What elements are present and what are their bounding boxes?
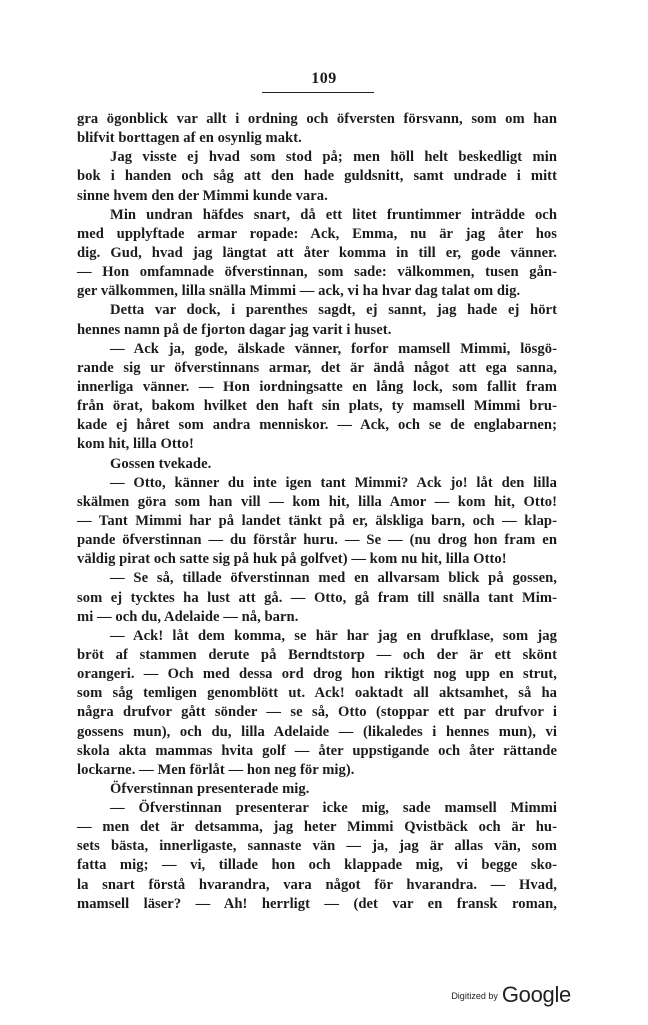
text-line: hennes namn på de fjorton dagar jag varit i huset. — [77, 321, 392, 338]
text-line: med upplyftade armar ropade: Ack, Emma, nu är jag åter hos — [77, 225, 557, 242]
text-line: — Otto, känner du inte igen tant Mimmi? Ack jo! låt den lilla — [110, 474, 557, 491]
text-line: — Öfverstinnan presenterar icke mig, sade mamsell Mimmi — [110, 800, 557, 817]
text-line: Gossen tvekade. — [110, 455, 212, 472]
text-line: några drufvor gått sönder — se så, Otto (stoppar ett par drufvor i — [77, 704, 557, 721]
text-line: — Ack ja, gode, älskade vänner, forfor mamsell Mimmi, lösgö- — [110, 340, 557, 357]
page-number: 109 — [311, 70, 337, 87]
text-line: innerliga vänner. — Hon iordningsatte en lång lock, som fallit fram — [77, 378, 557, 395]
text-line: mi — och du, Adelaide — nå, barn. — [77, 608, 299, 625]
text-line: mamsell läser? — Ah! herrligt — (det var en fransk roman, — [77, 895, 557, 912]
text-line: rande sig ur öfverstinnans armar, det är ändå något att ega sanna, — [77, 359, 557, 376]
text-line: — men det är detsamma, jag heter Mimmi Qvistbäck och är hu- — [77, 819, 557, 836]
google-logo: Google — [501, 982, 571, 1007]
text-line: — Hon omfamnade öfverstinnan, som sade: välkommen, tusen gån- — [77, 264, 557, 281]
text-line: la snart förstå hvarandra, vara något för hvarandra. — Hvad, — [77, 876, 557, 893]
text-line: väldig pirat och satte sig på huk på golfvet) — kom nu hit, lilla Otto! — [77, 551, 507, 568]
text-line: ger välkommen, lilla snälla Mimmi — ack, vi ha hvar dag talat om dig. — [77, 283, 521, 300]
digitized-by-label: Digitized by — [451, 991, 498, 1001]
text-line: — Ack! låt dem komma, se här har jag en drufklase, som jag — [110, 627, 557, 644]
text-line: sets bästa, innerligaste, sannaste vän — ja, jag är allas vän, som — [77, 838, 557, 855]
text-line: kade ej håret som andra menniskor. — Ack, och se de englabarnen; — [77, 417, 557, 434]
text-line: bröt af stammen derute på Berndtstorp — och der är ett skönt — [77, 646, 557, 663]
text-line: sinne hvem den der Mimmi kunde vara. — [77, 187, 328, 204]
text-line: blifvit borttagen af en osynlig makt. — [77, 130, 302, 147]
text-line: — Tant Mimmi har på landet tänkt på er, älskliga barn, och — klap- — [77, 512, 557, 529]
text-line: orangeri. — Och med dessa ord drog hon riktigt nog upp en strut, — [77, 666, 557, 683]
text-line: som såg temligen genomblött ut. Ack! oaktadt all aktsamhet, så ha — [77, 685, 557, 702]
text-line: bok i handen och såg att den hade guldsnitt, samt undrade i mitt — [77, 168, 557, 185]
text-line: Min undran häfdes snart, då ett litet fruntimmer inträdde och — [110, 206, 557, 223]
text-line: — Se så, tillade öfverstinnan med en allvarsam blick på gossen, — [110, 570, 557, 587]
text-line: gra ögonblick var allt i ordning och öfversten försvann, som om han — [77, 111, 557, 127]
page-number-rule — [262, 92, 374, 93]
text-line: dig. Gud, hvad jag längtat att åter komma in till er, gode vänner. — [77, 244, 557, 261]
text-line: skälmen göra som han vill — kom hit, lilla Amor — kom hit, Otto! — [77, 493, 557, 510]
text-line: Detta var dock, i parenthes sagdt, ej sannt, jag hade ej hört — [110, 302, 557, 319]
text-line: skola akta mammas hvita golf — åter uppstigande och åter rättande — [77, 742, 557, 759]
text-line: som ej tycktes ha lust att gå. — Otto, gå fram till snälla tant Mim- — [77, 589, 557, 606]
text-line: Jag visste ej hvad som stod på; men höll helt beskedligt min — [110, 149, 557, 166]
text-line: gossens mun), och du, lilla Adelaide — (likaledes i hennes mun), vi — [77, 723, 557, 740]
text-line: lockarne. — Men förlåt — hon neg för mig). — [77, 761, 355, 778]
text-line: Öfverstinnan presenterade mig. — [110, 780, 310, 797]
body-text — [77, 110, 557, 914]
text-line: kom hit, lilla Otto! — [77, 436, 194, 453]
text-line: fatta mig; — vi, tillade hon och klappade mig, vi begge sko- — [77, 857, 557, 874]
text-line: från örat, bakom hvilket den haft sin plats, ty mamsell Mimmi bru- — [77, 398, 557, 415]
text-line: pande öfverstinnan — du förstår huru. — Se — (nu drog hon fram en — [77, 532, 557, 549]
digitized-by-watermark — [451, 982, 571, 1008]
